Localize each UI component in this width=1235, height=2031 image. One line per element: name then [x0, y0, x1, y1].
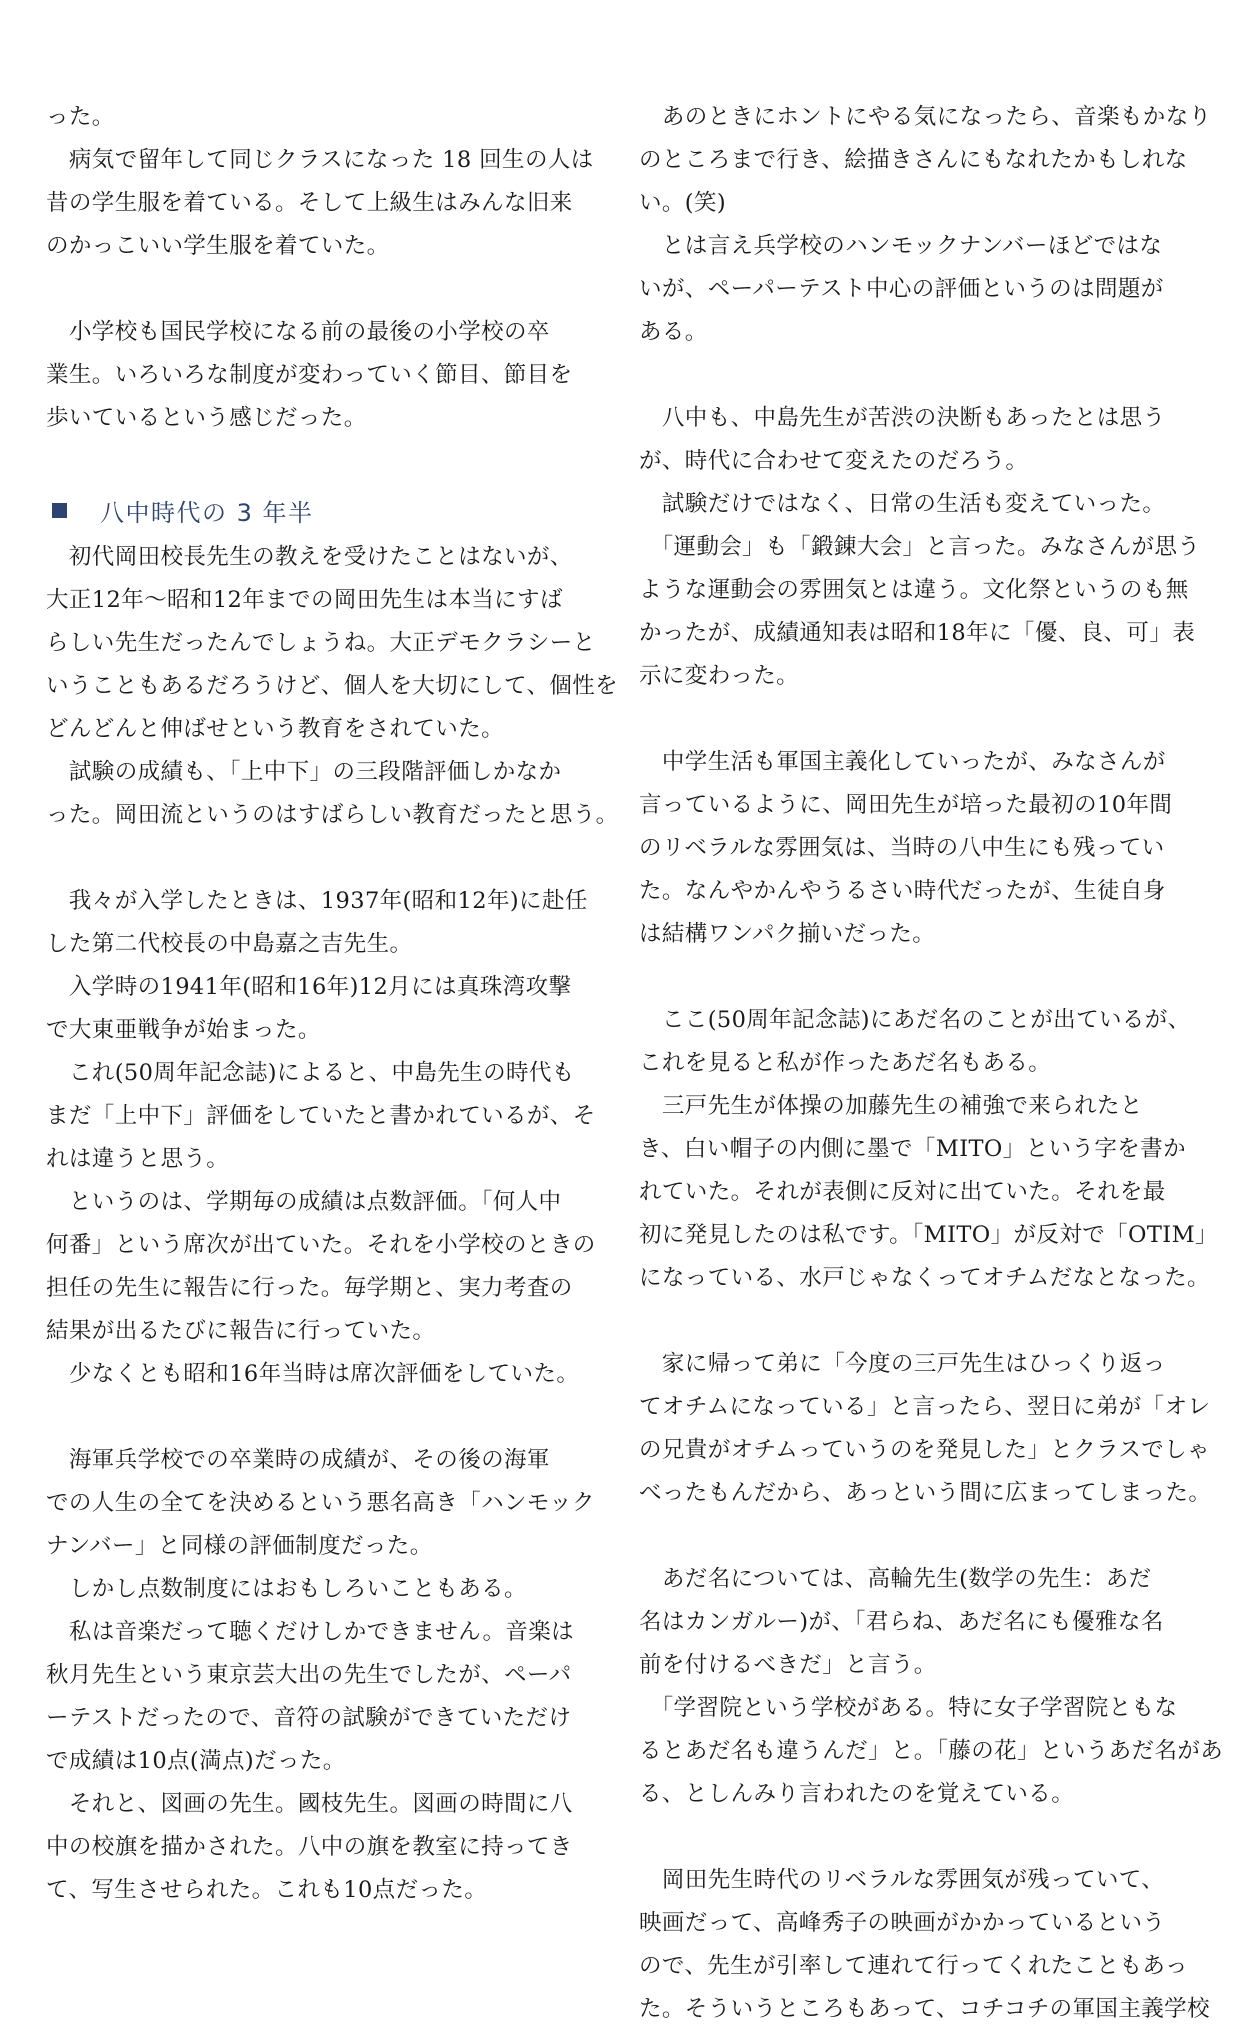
- paragraph-spacer: [46, 268, 582, 311]
- text-line: 入学時の1941年(昭和16年)12月には真珠湾攻撃: [46, 974, 572, 1000]
- text-line: 中の校旗を描かされた。八中の旗を教室に持ってき: [46, 1834, 573, 1860]
- right-text-block: [639, 96, 1224, 2031]
- text-line: 言っているように、岡田先生が培った最初の10年間: [639, 792, 1173, 818]
- text-line: 小学校も国民学校になる前の最後の小学校の卒: [46, 319, 550, 345]
- text-line: が、時代に合わせて変えたのだろう。: [639, 448, 1029, 474]
- text-line: あだ名については、高輪先生(数学の先生：あだ: [639, 1566, 1152, 1592]
- paragraph-spacer: [639, 698, 1179, 741]
- text-line: べったもんだから、あっという間に広まってしまった。: [639, 1480, 1212, 1506]
- text-line: 結果が出るたびに報告に行っていた。: [46, 1318, 436, 1344]
- text-line: いうこともあるだろうけど、個人を大切にして、個性を: [46, 673, 619, 699]
- text-line: 八中も、中島先生が苦渋の決断もあったとは思う: [639, 405, 1166, 431]
- text-line: 「学習院という学校がある。特に女子学習院ともな: [639, 1695, 1178, 1721]
- text-line: かったが、成績通知表は昭和18年に「優、良、可」表: [639, 620, 1196, 646]
- text-line: それと、図画の先生。國枝先生。図画の時間に八: [46, 1791, 573, 1817]
- text-line: れていた。それが表側に反対に出ていた。それを最: [639, 1179, 1166, 1205]
- left-column: [46, 96, 619, 1912]
- left-text-block-2: [46, 536, 619, 1912]
- text-line: 何番」という席次が出ていた。それを小学校のときの: [46, 1232, 596, 1258]
- left-text-block-1: [46, 96, 594, 483]
- text-line: れは違うと思う。: [46, 1146, 230, 1172]
- paragraph-spacer: [46, 837, 582, 880]
- text-line: 大正12年～昭和12年までの岡田先生は本当にすば: [46, 587, 563, 613]
- text-line: 少なくとも昭和16年当時は席次評価をしていた。: [46, 1361, 580, 1387]
- text-line: る、としんみり言われたのを覚えている。: [639, 1781, 1075, 1807]
- text-line: 名はカンガルー)が、「君らね、あだ名にも優雅な名: [639, 1609, 1164, 1635]
- text-line: 歩いているという感じだった。: [46, 405, 367, 431]
- text-line: 私は音楽だって聴くだけしかできません。音楽は: [46, 1619, 575, 1645]
- text-line: のところまで行き、絵描きさんにもなれたかもしれな: [639, 147, 1188, 173]
- text-line: は結構ワンパク揃いだった。: [639, 921, 936, 947]
- text-line: 家に帰って弟に「今度の三戸先生はひっくり返っ: [639, 1351, 1166, 1377]
- right-column: [639, 96, 1224, 2031]
- text-line: った。岡田流というのはすばらしい教育だったと思う。: [46, 802, 619, 828]
- paragraph-spacer: [639, 354, 1179, 397]
- text-line: ような運動会の雰囲気とは違う。文化祭というのも無: [639, 577, 1189, 603]
- text-line: のリベラルな雰囲気は、当時の八中生にも残ってい: [639, 835, 1165, 861]
- text-line: ーテストだったので、音符の試験ができていただけ: [46, 1705, 572, 1731]
- text-line: 前を付けるべきだ」と言う。: [639, 1652, 937, 1678]
- text-line: というのは、学期毎の成績は点数評価。「何人中: [46, 1189, 562, 1215]
- text-line: した第二代校長の中島嘉之吉先生。: [46, 931, 413, 957]
- paragraph-spacer: [639, 1300, 1179, 1343]
- square-bullet-icon: [52, 503, 67, 518]
- paragraph-spacer: [639, 1515, 1179, 1558]
- text-line: で大東亜戦争が始まった。: [46, 1017, 321, 1043]
- text-line: 試験の成績も、「上中下」の三段階評価しかなか: [46, 759, 562, 785]
- paragraph-spacer: [639, 956, 1179, 999]
- text-line: 「運動会」も「鍛錬大会」と言った。みなさんが思う: [639, 534, 1201, 560]
- text-line: 初に発見したのは私です。「MITO」が反対で「OTIM」: [639, 1222, 1218, 1248]
- text-line: これ(50周年記念誌)によると、中島先生の時代も: [46, 1060, 575, 1086]
- text-line: き、白い帽子の内側に墨で「MITO」という字を書か: [639, 1136, 1186, 1162]
- text-line: た。なんやかんやうるさい時代だったが、生徒自身: [639, 878, 1166, 904]
- text-line: のかっこいい学生服を着ていた。: [46, 233, 390, 259]
- text-line: になっている、水戸じゃなくってオチムだなとなった。: [639, 1265, 1210, 1291]
- text-line: 担任の先生に報告に行った。毎学期と、実力考査の: [46, 1275, 573, 1301]
- text-line: 業生。いろいろな制度が変わっていく節目、節目を: [46, 362, 573, 388]
- text-line: て、写生させられた。これも10点だった。: [46, 1877, 488, 1903]
- text-line: 示に変わった。: [639, 663, 800, 689]
- text-line: った。: [46, 104, 115, 130]
- text-line: 試験だけではなく、日常の生活も変えていった。: [639, 491, 1166, 517]
- text-line: まだ「上中下」評価をしていたと書かれているが、そ: [46, 1103, 596, 1129]
- text-line: あのときにホントにやる気になったら、音楽もかなり: [639, 104, 1212, 130]
- text-line: いが、ペーパーテスト中心の評価というのは問題が: [639, 276, 1164, 302]
- text-line: 岡田先生時代のリベラルな雰囲気が残っていて、: [639, 1867, 1165, 1893]
- paragraph-spacer: [46, 1396, 582, 1439]
- text-line: 秋月先生という東京芸大出の先生でしたが、ペーパ: [46, 1662, 572, 1688]
- section-heading: [46, 489, 582, 532]
- text-line: 海軍兵学校での卒業時の成績が、その後の海軍: [46, 1447, 550, 1473]
- text-line: ので、先生が引率して連れて行ってくれたこともあっ: [639, 1953, 1188, 1979]
- text-line: での人生の全てを決めるという悪名高き「ハンモック: [46, 1490, 595, 1516]
- text-line: 映画だって、高峰秀子の映画がかかっているという: [639, 1910, 1166, 1936]
- section-heading-text: 八中時代の 3 年半: [100, 499, 314, 527]
- text-line: 病気で留年して同じクラスになった 18 回生の人は: [46, 147, 594, 173]
- text-line: た。そういうところもあって、コチコチの軍国主義学校: [639, 1996, 1210, 2022]
- text-line: 昔の学生服を着ている。そして上級生はみんな旧来: [46, 190, 573, 216]
- text-line: てオチムになっている」と言ったら、翌日に弟が「オレ: [639, 1394, 1211, 1420]
- text-line: しかし点数制度にはおもしろいこともある。: [46, 1576, 527, 1602]
- text-line: 中学生活も軍国主義化していったが、みなさんが: [639, 749, 1166, 775]
- text-line: どんどんと伸ばせという教育をされていた。: [46, 716, 505, 742]
- text-line: 初代岡田校長先生の教えを受けたことはないが、: [46, 544, 573, 570]
- text-line: とは言え兵学校のハンモックナンバーほどではな: [639, 233, 1163, 259]
- text-line: らしい先生だったんでしょうね。大正デモクラシーと: [46, 630, 596, 656]
- text-line: るとあだ名も違うんだ」と。「藤の花」というあだ名があ: [639, 1738, 1224, 1764]
- text-line: ここ(50周年記念誌)にあだ名のことが出ているが、: [639, 1007, 1191, 1033]
- paragraph-spacer: [639, 1816, 1179, 1859]
- text-line: ナンバー」と同様の評価制度だった。: [46, 1533, 433, 1559]
- text-line: これを見ると私が作ったあだ名もある。: [639, 1050, 1052, 1076]
- paragraph-spacer: [46, 440, 582, 483]
- text-line: 我々が入学したときは、1937年(昭和12年)に赴任: [46, 888, 588, 914]
- text-line: 三戸先生が体操の加藤先生の補強で来られたと: [639, 1093, 1143, 1119]
- text-line: ある。: [639, 319, 708, 345]
- text-line: で成績は10点(満点)だった。: [46, 1748, 346, 1774]
- text-line: い。(笑): [639, 190, 727, 216]
- text-line: の兄貴がオチムっていうのを発見した」とクラスでしゃ: [639, 1437, 1210, 1463]
